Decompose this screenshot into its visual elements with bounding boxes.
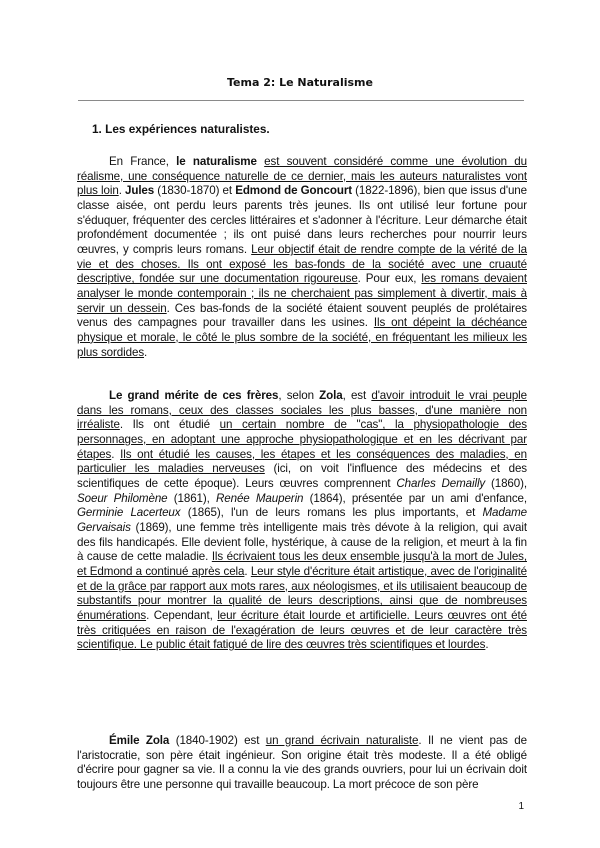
title-divider [78, 100, 524, 101]
section-heading: 1. Les expériences naturalistes. [92, 122, 270, 136]
paragraph-zola: Émile Zola (1840-1902) est un grand écrivain naturaliste. Il ne vient pas de l'aristocratie, son père était ingénieur. Son origine était très modeste. Il a été obligé d'écrire pour gagner sa vie. Il a connu la vie des grands ouvriers, pour lui un écrivain doit toujours être une personne qui travaille beaucoup. La mort précoce de son père [77, 734, 527, 791]
page-number: 1 [518, 801, 524, 812]
page-title: Tema 2: Le Naturalisme [227, 76, 373, 89]
paragraph-goncourt-intro: En France, le naturalisme est souvent considéré comme une évolution du réalisme, une conséquence naturelle de ce dernier, mais les auteurs naturalistes vont plus loin. Jules (1830-1870) et Edmond de Goncourt (1822-1896), bien que issus d'une classe aisée, ont perdu leurs parents très jeunes. Ils ont utilisé leur fortune pour s'éduquer, fréquenter des cercles littéraires et s'adonner à l'écriture. Leur démarche était profondément documentée ; ils ont puisé dans leurs recherches pour nourrir leurs œuvres, y compris leurs romans. Leur objectif était de rendre compte de la vérité de la vie et des choses. Ils ont exposé les bas-fonds de la société avec une cruauté descriptive, fondée sur une documentation rigoureuse. Pour eux, les romans devaient analyser le monde contemporain ; ils ne cherchaient pas simplement à divertir, mais à servir un dessein. Ces bas-fonds de la société étaient souvent peuplés de prolétaires venus des campagnes pour travailler dans les usines. Ils ont dépeint la déchéance physique et morale, le côté le plus sombre de la société, en fréquentant les milieux les plus sordides. [77, 155, 528, 359]
paragraph-goncourt-merit: Le grand mérite de ces frères, selon Zola, est d'avoir introduit le vrai peuple dans les romans, ceux des classes sociales les plus basses, d'une manière non irréaliste. Ils ont étudié un certain nombre de "cas", la physiopathologie des personnages, en adoptant une approche physiopathologique et en les décrivant par étapes. Ils ont étudié les causes, les étapes et les conséquences des maladies, en particulier les maladies nerveuses (ici, on voit l'influence des médecins et des scientifiques de cette époque). Leurs œuvres comprennent Charles Demailly (1860), Soeur Philomène (1861), Renée Mauperin (1864), présentée par un ami d'enfance, Germinie Lacerteux (1865), l'un de leurs romans les plus importants, et Madame Gervaisais (1869), une femme très intelligente mais très dévote à la religion, qui avait des fils handicapés. Elle devient folle, hystérique, à cause de la religion, et meurt à la fin à cause de cette maladie. Ils écrivaient tous les deux ensemble jusqu'à la mort de Jules, et Edmond a continué après cela. Leur style d'écriture était artistique, avec de l'originalité et de la grâce par rapport aux mots rares, aux néologismes, et ils utilisaient beaucoup de substantifs pour montrer la qualité de leurs descriptions, ainsi que de nombreuses énumérations. Cependant, leur écriture était lourde et artificielle. Leurs œuvres ont été très critiquées en raison de l'exagération de leurs œuvres et de leur caractère très scientifique. Le public était fatigué de lire des œuvres très scientifiques et lourdes. [77, 389, 528, 652]
